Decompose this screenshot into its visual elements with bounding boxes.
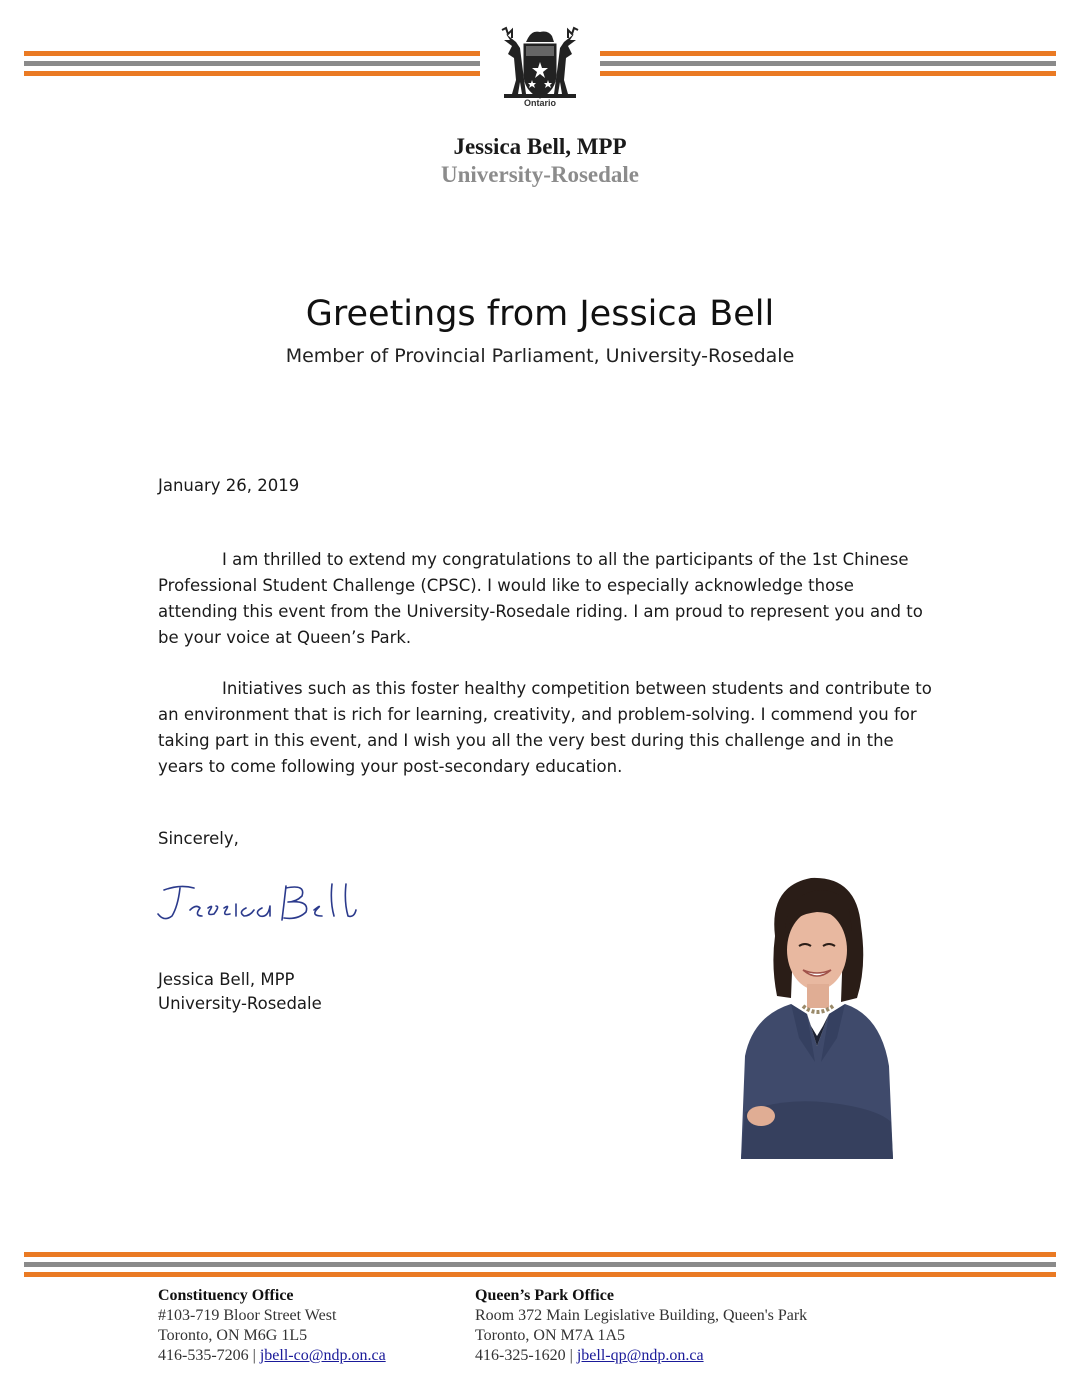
letter-title: Greetings from Jessica Bell: [305, 294, 775, 334]
queens-park-contact: [475, 1346, 895, 1366]
letter-paragraph-2: Initiatives such as this foster healthy competition between students and contribute to an environment that is rich for learning, creativity, and problem-solving. I commend you for taking part in this event, and I wish you all the very best during this challenge and in the years to come following your post-secondary education.: [158, 679, 932, 776]
letter-subtitle: Member of Provincial Parliament, University-Rosedale: [285, 345, 795, 367]
constituency-contact: [158, 1346, 458, 1366]
queens-park-separator: |: [569, 1347, 573, 1364]
letterhead-name: Jessica Bell, MPP: [453, 134, 627, 159]
constituency-phone: 416-535-7206: [158, 1347, 249, 1364]
queens-park-office-block: [475, 1286, 895, 1366]
letter-date: January 26, 2019: [158, 476, 300, 495]
top-stripes-right: [600, 51, 1056, 77]
constituency-address-1: #103-719 Bloor Street West: [158, 1307, 337, 1324]
top-stripes-left: [24, 51, 480, 77]
portrait-photo: [731, 866, 893, 1159]
queens-park-office-title: Queen’s Park Office: [475, 1287, 614, 1304]
letter-paragraph-1: I am thrilled to extend my congratulations to all the participants of the 1st Chinese Professional Student Challenge (CPSC). I would like to especially acknowledge those attending this event from the University-Rosedale riding. I am proud to represent you and to be your voice at Queen’s Park.: [158, 550, 923, 647]
letterhead-riding: University-Rosedale: [440, 162, 640, 187]
queens-park-phone: 416-325-1620: [475, 1347, 566, 1364]
signer-name: Jessica Bell, MPP: [158, 970, 295, 989]
queens-park-address-1: Room 372 Main Legislative Building, Queen's Park: [475, 1307, 808, 1324]
constituency-separator: |: [252, 1347, 256, 1364]
handwritten-signature: [150, 876, 370, 928]
queens-park-address-2: Toronto, ON M7A 1A5: [475, 1327, 625, 1344]
constituency-office-title: Constituency Office: [158, 1287, 294, 1304]
queens-park-email-link[interactable]: jbell-qp@ndp.on.ca: [576, 1347, 704, 1364]
constituency-address-2: Toronto, ON M6G 1L5: [158, 1327, 308, 1344]
signer-riding: University-Rosedale: [158, 994, 322, 1013]
letter-closing: Sincerely,: [158, 829, 239, 848]
constituency-email-link[interactable]: jbell-co@ndp.on.ca: [259, 1347, 386, 1364]
bottom-stripes: [24, 1252, 1056, 1278]
constituency-office-block: [158, 1286, 458, 1366]
crest-label: Ontario: [523, 98, 556, 108]
